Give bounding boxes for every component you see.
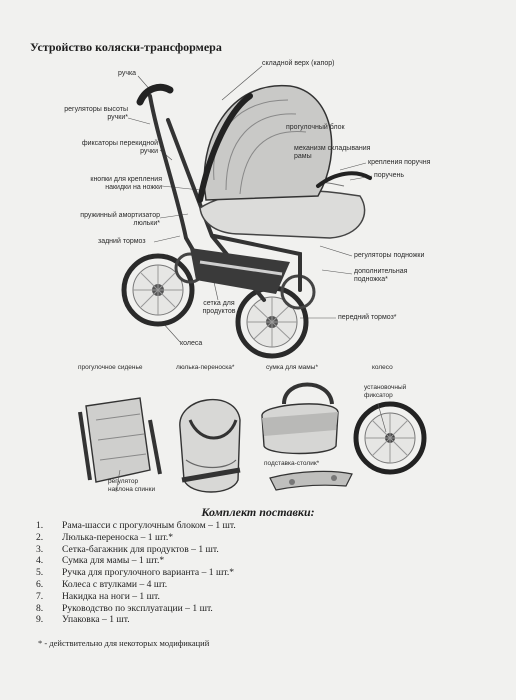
list-item: 1. Рама-шасси с прогулочным блоком – 1 шт. xyxy=(36,520,236,531)
accessory-label-seat: прогулочное сиденье xyxy=(78,364,143,371)
accessory-label-table: подставка-столик* xyxy=(264,460,320,467)
accessory-label-bag: сумка для мамы* xyxy=(266,364,318,371)
callout-fold-mechanism: механизм складывания рамы xyxy=(294,145,371,160)
stroller-basket xyxy=(190,248,290,294)
callout-stroll-block: прогулочный блок xyxy=(286,124,345,131)
accessory-label-carrycot: люлька-переноска* xyxy=(176,364,235,371)
page-title: Устройство коляски-трансформера xyxy=(30,40,222,54)
accessory-label-back-regulator: регулятор наклона спинки xyxy=(108,478,156,493)
accessory-label-wheel-lock: установочный фиксатор xyxy=(364,384,407,399)
callout-hood: складной верх (капор) xyxy=(262,60,335,67)
stroller-hood xyxy=(204,86,331,200)
callout-bar-mount: крепления поручня xyxy=(368,159,431,166)
callout-footrest-regulators: регуляторы подножки xyxy=(354,252,425,259)
footnote: * - действительно для некоторых модификаций xyxy=(38,638,210,648)
callout-handle-height: регуляторы высоты ручки* xyxy=(64,106,128,121)
list-item: 6. Колеса с втулками – 4 шт. xyxy=(36,578,168,590)
list-item: 7. Накидка на ноги – 1 шт. xyxy=(36,590,160,602)
callout-basket: сетка для продуктов xyxy=(202,300,236,315)
list-item: 9. Упаковка – 1 шт. xyxy=(36,614,130,626)
kit-title: Комплект поставки: xyxy=(201,505,315,519)
callout-cover-buttons: кнопки для крепления накидки на ножки xyxy=(90,176,162,191)
callout-handle: ручка xyxy=(118,70,137,77)
accessory-label-wheel: колесо xyxy=(372,364,393,371)
accessory-bag-illustration xyxy=(262,385,338,454)
callout-rear-brake: задний тормоз xyxy=(98,238,146,245)
accessory-table-illustration xyxy=(270,471,352,490)
list-item: 8. Руководство по эксплуатации – 1 шт. xyxy=(36,602,213,614)
accessory-wheel-illustration xyxy=(356,404,424,472)
callout-bumper-bar: поручень xyxy=(374,172,405,179)
stroller-handle xyxy=(140,87,170,102)
callout-wheels: колеса xyxy=(180,340,203,347)
callout-shock-absorber: пружинный амортизатор люльки* xyxy=(80,212,160,227)
accessory-carrycot-illustration xyxy=(180,400,240,492)
callout-handle-lock: фиксаторы перекидной ручки xyxy=(81,140,158,155)
list-item: 3. Сетка-багажник для продуктов – 1 шт. xyxy=(36,543,219,555)
list-item: 2. Люлька-переноска – 1 шт.* xyxy=(36,531,174,543)
callout-front-brake: передний тормоз* xyxy=(338,314,397,321)
list-item: 5. Ручка для прогулочного варианта – 1 шт.* xyxy=(36,567,235,579)
accessory-seat-illustration xyxy=(80,398,160,482)
callout-extra-footrest: дополнительная подножка* xyxy=(354,268,408,283)
kit-list xyxy=(36,520,236,626)
list-item: 4. Сумка для мамы – 1 шт.* xyxy=(36,555,165,567)
